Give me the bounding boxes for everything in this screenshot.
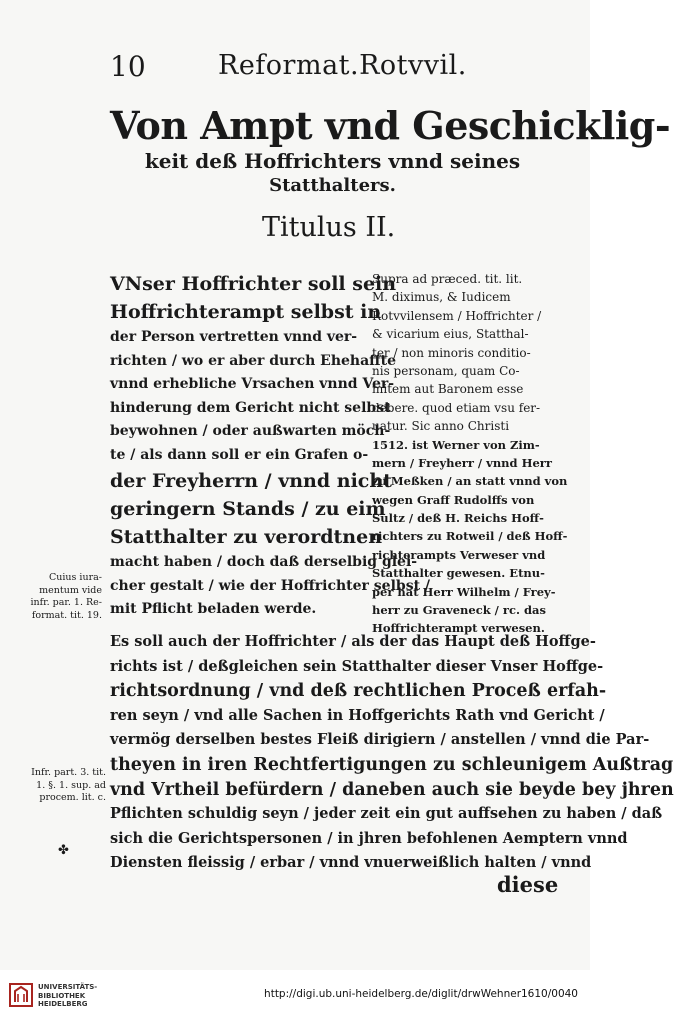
library-name	[38, 983, 97, 1009]
chapter-title	[110, 103, 671, 198]
fleuron-mark: ✤	[58, 843, 69, 858]
text-line: Hoffrichterampt selbst in	[110, 301, 382, 323]
text-line: ren seyn / vnd alle Sachen in Hoffgerichts Rath vnd Gericht /	[110, 706, 605, 724]
text-line: richterampts Verweser vnd	[372, 547, 546, 562]
text-line: VNser Hoffrichter soll sein	[110, 273, 397, 295]
text-line: nis personam, quam Co-	[372, 363, 520, 378]
text-line: vermög derselben bestes Fleiß dirigiern / anstellen / vnnd die Par-	[110, 731, 650, 749]
catchword: diese	[497, 872, 559, 897]
running-title: Reformat.Rotvvil.	[218, 50, 467, 81]
text-line: per hat Herr Wilhelm / Frey-	[372, 584, 556, 599]
left-column-text	[110, 270, 431, 622]
text-line: Diensten fleissig / erbar / vnnd vnuerweißlich halten / vnnd	[110, 854, 592, 872]
library-logo-icon	[8, 982, 34, 1008]
text-line: sich die Gerichtspersonen / in jhren befohlenen Aemptern vnnd	[110, 829, 628, 847]
marginal-note	[30, 767, 106, 805]
text-line: M. diximus, & Iudicem	[372, 290, 511, 305]
text-line: 1512. ist Werner von Zim-	[372, 437, 540, 452]
text-line: Statthalter gewesen. Etnu-	[372, 566, 545, 581]
text-line: vnd Vrtheil befürdern / daneben auch sie beyde bey jhren	[110, 779, 674, 800]
marginal-note	[30, 572, 102, 622]
text-line: beywohnen / oder außwarten möch-	[110, 423, 391, 439]
marginal-line: Cuius iura-	[48, 572, 102, 583]
library-name-line: UNIVERSITÄTS-	[38, 983, 98, 991]
text-line: Supra ad præced. tit. lit.	[372, 272, 523, 286]
chapter-title-line: Statthalters.	[269, 175, 396, 196]
page-number: 10	[110, 50, 146, 83]
page-header	[100, 48, 467, 88]
text-line: Pflichten schuldig seyn / jeder zeit ein gut auffsehen zu haben / daß	[110, 805, 663, 823]
text-line: te / als dann soll er ein Grafen o-	[110, 446, 369, 463]
text-line: vnnd erhebliche Vrsachen vnnd Ver-	[110, 376, 395, 392]
chapter-title-line: keit deß Hoffrichters vnnd seines	[144, 149, 521, 173]
library-name-line: HEIDELBERG	[38, 1000, 88, 1008]
section-heading: Titulus II.	[262, 212, 396, 243]
text-line: richters zu Rotweil / deß Hoff-	[372, 529, 568, 544]
text-line: Statthalter zu verordtnen	[110, 526, 383, 548]
marginal-line: Infr. part. 3. tit.	[31, 767, 106, 778]
text-line: mit Pflicht beladen werde.	[110, 601, 317, 617]
text-line: richts ist / deßgleichen sein Statthalter dieser Vnser Hoffge-	[110, 657, 604, 675]
library-name-line: BIBLIOTHEK	[38, 991, 86, 1000]
text-line: Rotvvilensem / Hoffrichter /	[372, 308, 542, 323]
text-line: der Freyherrn / vnnd nicht	[110, 470, 392, 492]
text-line: wegen Graff Rudolffs von	[372, 492, 535, 507]
text-line: herr zu Graveneck / rc. das	[372, 603, 546, 618]
body-text	[110, 630, 674, 876]
marginal-line: 1. §. 1. sup. ad	[36, 779, 106, 791]
text-line: Sultz / deß H. Reichs Hoff-	[372, 511, 544, 526]
right-column-text	[372, 270, 568, 638]
text-line: debere. quod etiam vsu fer-	[372, 400, 541, 415]
text-line: theyen in iren Rechtfertigungen zu schleunigem Außtrag	[110, 754, 674, 775]
chapter-title-line: Von Ampt vnd Geschicklig-	[110, 103, 671, 148]
text-line: ter / non minoris conditio-	[372, 345, 531, 360]
text-line: & vicarium eius, Statthal-	[372, 327, 529, 342]
marginal-line: mentum vide	[39, 584, 102, 596]
text-line: richten / wo er aber durch Ehehaffte	[110, 352, 397, 369]
text-line: mitem aut Baronem esse	[372, 382, 524, 397]
text-line: zu Meßken / an statt vnnd von	[372, 474, 568, 489]
marginal-line: infr. par. 1. Re-	[30, 597, 102, 608]
text-line: macht haben / doch daß derselbig glei-	[110, 554, 418, 570]
text-line: Hoffrichterampt verwesen.	[372, 621, 545, 636]
text-line: Es soll auch der Hoffrichter / als der das Haupt deß Hoffge-	[110, 633, 596, 650]
text-line: geringern Stands / zu eim	[110, 498, 386, 520]
text-line: der Person vertretten vnnd ver-	[110, 329, 358, 345]
viewer-footer	[0, 970, 590, 1020]
text-line: uatur. Sic anno Christi	[372, 419, 510, 434]
text-line: mern / Freyherr / vnnd Herr	[372, 455, 552, 470]
text-line: hinderung dem Gericht nicht selbst	[110, 399, 391, 416]
text-line: cher gestalt / wie der Hoffrichter selbst /	[110, 577, 431, 594]
marginal-line: procem. lit. c.	[39, 792, 106, 803]
marginal-line: format. tit. 19.	[31, 609, 102, 621]
source-url-link[interactable]: http://digi.ub.uni-heidelberg.de/diglit/drwWehner1610/0040	[264, 988, 578, 1000]
text-line: richtsordnung / vnd deß rechtlichen Proceß erfah-	[110, 681, 607, 702]
